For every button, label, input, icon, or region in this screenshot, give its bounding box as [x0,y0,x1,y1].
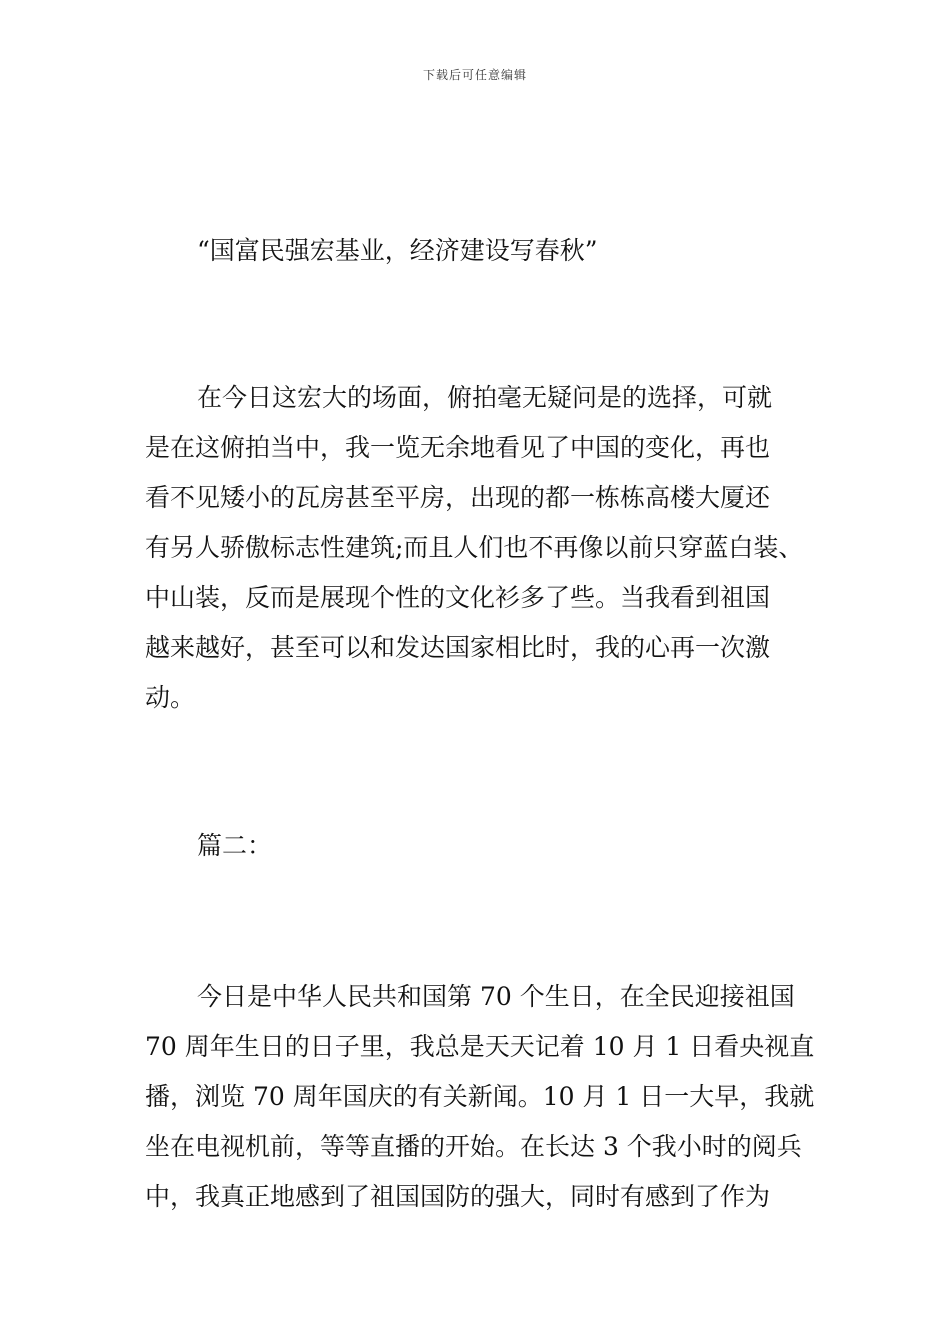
paragraph-line: 中山装，反而是展现个性的文化衫多了些。当我看到祖国 [145,583,771,612]
paragraph-line: 越来越好，甚至可以和发达国家相比时，我的心再一次激 [145,633,771,662]
section-title: 篇二： [197,831,273,860]
paragraph-line: 70 周年生日的日子里，我总是天天记着 10 月 1 日看央视直 [145,1032,815,1061]
paragraph-line: 中，我真正地感到了祖国国防的强大，同时有感到了作为 [145,1182,771,1211]
paragraph-line: 动。 [145,683,196,712]
slogan-title: “国富民强宏基业，经济建设写春秋” [197,236,598,265]
paragraph-line: 是在这俯拍当中，我一览无余地看见了中国的变化，再也 [145,433,771,462]
paragraph-line: 今日是中华人民共和国第 70 个生日，在全民迎接祖国 [197,982,795,1011]
paragraph-line: 坐在电视机前，等等直播的开始。在长达 3 个我小时的阅兵 [145,1132,802,1161]
paragraph-line: 播，浏览 70 周年国庆的有关新闻。10 月 1 日一大早，我就 [145,1082,815,1111]
paragraph-line: 在今日这宏大的场面，俯拍毫无疑问是的选择，可就 [197,383,773,412]
paragraph-line: 有另人骄傲标志性建筑;而且人们也不再像以前只穿蓝白装、 [145,533,804,562]
page-header-note: 下载后可任意编辑 [422,68,527,82]
paragraph-line: 看不见矮小的瓦房甚至平房，出现的都一栋栋高楼大厦还 [145,483,771,512]
